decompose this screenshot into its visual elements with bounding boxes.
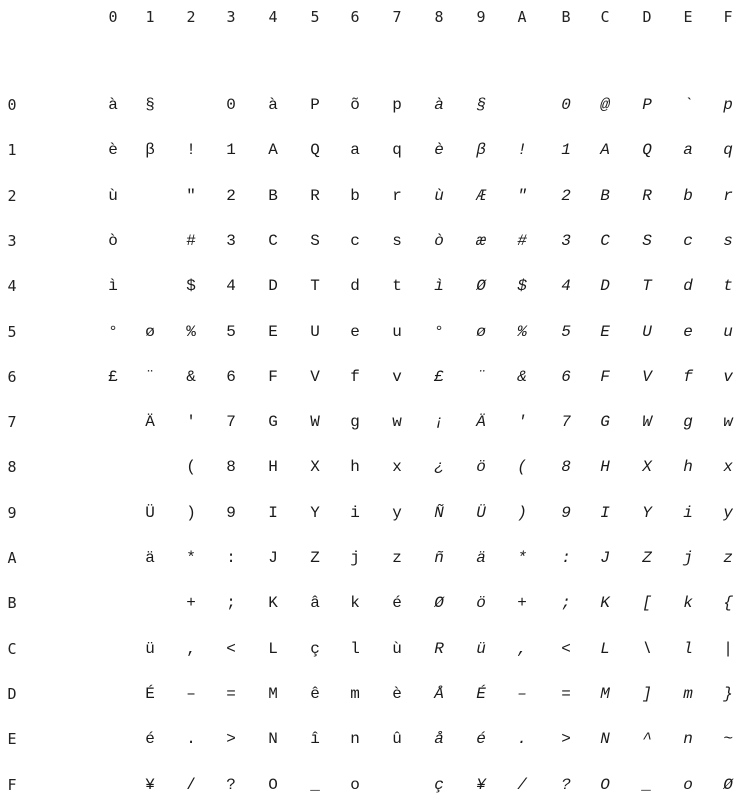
glyph-cell: g	[350, 413, 360, 432]
glyph-cell: s	[723, 231, 733, 250]
glyph-cell: O	[600, 775, 610, 794]
glyph-cell: W	[310, 413, 320, 432]
glyph-cell: f	[683, 367, 693, 386]
glyph-cell: ò	[108, 231, 118, 250]
column-header: E	[683, 8, 693, 26]
glyph-cell: Ü	[145, 503, 155, 522]
glyph-cell: §	[145, 96, 155, 114]
glyph-cell: V	[642, 367, 652, 386]
row-header: B	[7, 594, 17, 613]
glyph-cell	[130, 588, 170, 618]
glyph-cell: 1	[226, 141, 236, 160]
glyph-cell: d	[350, 277, 360, 296]
column-header: 6	[350, 8, 360, 26]
glyph-cell: 4	[561, 277, 571, 296]
glyph-cell: Q	[310, 141, 320, 160]
glyph-cell: C	[600, 231, 610, 250]
glyph-cell: β	[145, 141, 155, 160]
glyph-cell: v	[392, 367, 402, 386]
glyph-cell: <	[226, 639, 236, 658]
glyph-cell: õ	[350, 96, 360, 114]
column-header: 5	[310, 8, 320, 26]
glyph-cell: É	[145, 684, 155, 703]
glyph-cell: F	[600, 367, 610, 386]
glyph-cell	[377, 770, 417, 800]
glyph-cell: î	[310, 730, 320, 749]
column-header: 8	[434, 8, 444, 26]
glyph-cell: w	[723, 413, 733, 432]
glyph-cell: ,	[186, 639, 196, 658]
glyph-cell	[130, 226, 170, 256]
glyph-cell: W	[642, 413, 652, 432]
glyph-cell: ;	[561, 594, 571, 613]
glyph-cell: T	[642, 277, 652, 296]
glyph-cell: 2	[561, 186, 571, 205]
glyph-cell: e	[350, 322, 360, 341]
glyph-cell	[130, 452, 170, 482]
glyph-cell: J	[268, 549, 278, 567]
glyph-cell	[502, 90, 542, 120]
row-header: 4	[7, 277, 17, 296]
glyph-cell: M	[600, 684, 610, 703]
glyph-cell: a	[683, 141, 693, 160]
glyph-cell: 0	[561, 96, 571, 114]
glyph-cell: ö	[476, 458, 486, 477]
row-header: 3	[7, 231, 17, 250]
glyph-cell: _	[310, 775, 320, 794]
glyph-cell: æ	[476, 231, 486, 250]
row-header: A	[7, 549, 17, 567]
glyph-cell: d	[683, 277, 693, 296]
glyph-cell: L	[268, 639, 278, 658]
glyph-cell: k	[683, 594, 693, 613]
glyph-cell: u	[723, 322, 733, 341]
glyph-cell: )	[517, 503, 527, 522]
glyph-cell: R	[642, 186, 652, 205]
glyph-cell: R	[434, 639, 444, 658]
glyph-cell: L	[600, 639, 610, 658]
glyph-cell: ä	[476, 549, 486, 567]
glyph-cell: =	[561, 684, 571, 703]
glyph-cell: p	[392, 96, 402, 114]
glyph-cell: °	[434, 322, 444, 341]
glyph-cell: é	[392, 594, 402, 613]
glyph-cell: ç	[434, 775, 444, 794]
glyph-cell: –	[186, 684, 196, 703]
glyph-cell: z	[392, 549, 402, 567]
glyph-cell: Ä	[145, 413, 155, 432]
glyph-cell: û	[392, 730, 402, 749]
glyph-cell: >	[561, 730, 571, 749]
glyph-cell: '	[517, 413, 527, 432]
glyph-cell: =	[226, 684, 236, 703]
glyph-cell: D	[268, 277, 278, 296]
glyph-cell	[171, 90, 211, 120]
glyph-cell: è	[392, 684, 402, 703]
row-header: 0	[7, 96, 17, 114]
row-header: 7	[7, 413, 17, 432]
glyph-cell: 2	[226, 186, 236, 205]
glyph-cell: h	[683, 458, 693, 477]
glyph-cell: y	[392, 503, 402, 522]
glyph-cell: ,	[517, 639, 527, 658]
column-header: 0	[108, 8, 118, 26]
glyph-cell: ø	[476, 322, 486, 341]
glyph-cell: â	[310, 594, 320, 613]
glyph-cell: P	[310, 96, 320, 114]
glyph-cell: m	[350, 684, 360, 703]
glyph-cell: 7	[226, 413, 236, 432]
glyph-cell: '	[186, 413, 196, 432]
glyph-cell: x	[723, 458, 733, 477]
glyph-cell: Ø	[723, 775, 733, 794]
glyph-cell: £	[434, 367, 444, 386]
glyph-cell: X	[310, 458, 320, 477]
glyph-cell: Æ	[476, 186, 486, 205]
glyph-cell: 5	[226, 322, 236, 341]
glyph-cell: e	[683, 322, 693, 341]
glyph-cell: `	[683, 96, 693, 114]
glyph-cell: Y	[642, 503, 652, 522]
glyph-cell	[93, 679, 133, 709]
row-header: 6	[7, 367, 17, 386]
glyph-cell: ñ	[434, 549, 444, 567]
glyph-cell: Ä	[476, 413, 486, 432]
glyph-cell: S	[642, 231, 652, 250]
glyph-cell: (	[517, 458, 527, 477]
glyph-cell: b	[683, 186, 693, 205]
glyph-cell: "	[186, 186, 196, 205]
glyph-cell: y	[723, 503, 733, 522]
glyph-cell: B	[268, 186, 278, 205]
glyph-cell: 9	[226, 503, 236, 522]
glyph-cell: ¿	[434, 458, 444, 477]
glyph-cell	[93, 588, 133, 618]
glyph-cell: [	[642, 594, 652, 613]
glyph-cell: P	[642, 96, 652, 114]
glyph-cell	[93, 498, 133, 528]
glyph-cell: J	[600, 549, 610, 567]
glyph-cell: v	[723, 367, 733, 386]
glyph-cell: Ø	[476, 277, 486, 296]
glyph-cell: #	[186, 231, 196, 250]
glyph-cell: c	[683, 231, 693, 250]
glyph-cell: }	[723, 684, 733, 703]
column-header: 3	[226, 8, 236, 26]
glyph-cell: ]	[642, 684, 652, 703]
glyph-cell: ¨	[145, 367, 155, 386]
glyph-cell	[93, 634, 133, 664]
glyph-cell: K	[600, 594, 610, 613]
glyph-cell: Z	[310, 549, 320, 567]
glyph-cell	[93, 407, 133, 437]
glyph-cell: %	[186, 322, 196, 341]
glyph-cell: A	[268, 141, 278, 160]
glyph-cell: S	[310, 231, 320, 250]
glyph-cell	[93, 543, 133, 573]
glyph-cell: ì	[434, 277, 444, 296]
glyph-cell: ê	[310, 684, 320, 703]
glyph-cell	[130, 271, 170, 301]
glyph-cell: o	[683, 775, 693, 794]
column-header: 7	[392, 8, 402, 26]
glyph-cell: å	[434, 730, 444, 749]
glyph-cell: I	[600, 503, 610, 522]
glyph-cell: +	[517, 594, 527, 613]
glyph-cell: E	[268, 322, 278, 341]
glyph-cell: c	[350, 231, 360, 250]
glyph-cell: <	[561, 639, 571, 658]
glyph-cell: s	[392, 231, 402, 250]
glyph-cell: I	[268, 503, 278, 522]
glyph-cell: {	[723, 594, 733, 613]
glyph-cell: .	[517, 730, 527, 749]
glyph-cell: 3	[226, 231, 236, 250]
glyph-cell	[93, 452, 133, 482]
row-header: F	[7, 775, 17, 794]
glyph-cell: $	[517, 277, 527, 296]
glyph-cell: m	[683, 684, 693, 703]
glyph-cell: R	[310, 186, 320, 205]
glyph-cell: V	[310, 367, 320, 386]
glyph-cell: ü	[476, 639, 486, 658]
glyph-cell: M	[268, 684, 278, 703]
glyph-cell: 7	[561, 413, 571, 432]
glyph-cell: ¨	[476, 367, 486, 386]
column-header: 1	[145, 8, 155, 26]
glyph-cell: ì	[108, 277, 118, 296]
row-header: D	[7, 684, 17, 703]
glyph-cell: !	[517, 141, 527, 160]
glyph-cell: j	[683, 549, 693, 567]
glyph-cell: $	[186, 277, 196, 296]
glyph-cell: ù	[108, 186, 118, 205]
glyph-cell: ü	[145, 639, 155, 658]
glyph-cell: n	[683, 730, 693, 749]
glyph-cell: ç	[310, 639, 320, 658]
glyph-cell: O	[268, 775, 278, 794]
glyph-cell: U	[310, 322, 320, 341]
glyph-cell: /	[517, 775, 527, 794]
glyph-cell: Ü	[476, 503, 486, 522]
glyph-cell: :	[226, 549, 236, 567]
glyph-cell: @	[600, 96, 610, 114]
column-header: B	[561, 8, 571, 26]
glyph-cell: D	[600, 277, 610, 296]
glyph-cell: .	[186, 730, 196, 749]
glyph-cell: 5	[561, 322, 571, 341]
glyph-cell: b	[350, 186, 360, 205]
glyph-cell: ¡	[434, 413, 444, 432]
glyph-cell: q	[392, 141, 402, 160]
glyph-cell: Y	[310, 503, 320, 522]
glyph-cell: w	[392, 413, 402, 432]
glyph-cell: Z	[642, 549, 652, 567]
glyph-cell: ~	[723, 730, 733, 749]
glyph-cell: G	[600, 413, 610, 432]
glyph-cell: à	[108, 96, 118, 114]
glyph-cell: >	[226, 730, 236, 749]
glyph-cell: ;	[226, 594, 236, 613]
glyph-cell: !	[186, 141, 196, 160]
column-header: 9	[476, 8, 486, 26]
glyph-cell: ö	[476, 594, 486, 613]
glyph-cell: Ø	[434, 594, 444, 613]
glyph-cell: Ñ	[434, 503, 444, 522]
glyph-cell: %	[517, 322, 527, 341]
glyph-cell: ò	[434, 231, 444, 250]
glyph-cell: K	[268, 594, 278, 613]
glyph-cell: é	[145, 730, 155, 749]
column-header: D	[642, 8, 652, 26]
glyph-cell: ¥	[476, 775, 486, 794]
glyph-cell: l	[683, 639, 693, 658]
glyph-cell: T	[310, 277, 320, 296]
glyph-cell: H	[600, 458, 610, 477]
glyph-cell: 6	[226, 367, 236, 386]
glyph-cell: 8	[226, 458, 236, 477]
glyph-cell: *	[186, 549, 196, 567]
glyph-cell: o	[350, 775, 360, 794]
glyph-cell: 1	[561, 141, 571, 160]
glyph-cell: B	[600, 186, 610, 205]
glyph-cell: –	[517, 684, 527, 703]
glyph-cell: |	[723, 639, 733, 658]
glyph-cell: è	[434, 141, 444, 160]
glyph-cell: x	[392, 458, 402, 477]
glyph-cell: U	[642, 322, 652, 341]
glyph-cell: ^	[642, 730, 652, 749]
glyph-cell: &	[186, 367, 196, 386]
glyph-cell: z	[723, 549, 733, 567]
glyph-cell: F	[268, 367, 278, 386]
glyph-cell: (	[186, 458, 196, 477]
glyph-cell: ?	[226, 775, 236, 794]
row-header: 8	[7, 458, 17, 477]
glyph-cell: \	[642, 639, 652, 658]
glyph-cell: 4	[226, 277, 236, 296]
row-header: 5	[7, 322, 17, 341]
glyph-cell: _	[642, 775, 652, 794]
glyph-cell: t	[392, 277, 402, 296]
glyph-cell: k	[350, 594, 360, 613]
glyph-cell: )	[186, 503, 196, 522]
glyph-cell: r	[723, 186, 733, 205]
glyph-cell: h	[350, 458, 360, 477]
glyph-cell: l	[350, 639, 360, 658]
glyph-cell: n	[350, 730, 360, 749]
glyph-cell: G	[268, 413, 278, 432]
glyph-cell: /	[186, 775, 196, 794]
glyph-cell: ø	[145, 322, 155, 341]
column-header: 2	[186, 8, 196, 26]
glyph-cell: +	[186, 594, 196, 613]
glyph-cell: X	[642, 458, 652, 477]
glyph-cell: g	[683, 413, 693, 432]
glyph-cell: H	[268, 458, 278, 477]
glyph-cell	[93, 770, 133, 800]
glyph-cell: β	[476, 141, 486, 160]
glyph-cell: E	[600, 322, 610, 341]
glyph-cell: °	[108, 322, 118, 341]
glyph-cell: a	[350, 141, 360, 160]
column-header: F	[723, 8, 733, 26]
glyph-cell: ¥	[145, 775, 155, 794]
glyph-cell: §	[476, 96, 486, 114]
glyph-cell: &	[517, 367, 527, 386]
glyph-cell: é	[476, 730, 486, 749]
row-header: E	[7, 730, 17, 749]
glyph-cell	[130, 181, 170, 211]
glyph-cell: à	[434, 96, 444, 114]
glyph-cell	[93, 724, 133, 754]
glyph-cell: è	[108, 141, 118, 160]
glyph-cell: Å	[434, 684, 444, 703]
glyph-cell: u	[392, 322, 402, 341]
row-header: C	[7, 639, 17, 658]
glyph-cell: 9	[561, 503, 571, 522]
glyph-cell: 3	[561, 231, 571, 250]
glyph-cell: p	[723, 96, 733, 114]
glyph-cell: ù	[392, 639, 402, 658]
glyph-cell: i	[350, 503, 360, 522]
row-header: 9	[7, 503, 17, 522]
glyph-cell: à	[268, 96, 278, 114]
glyph-cell: 6	[561, 367, 571, 386]
row-header: 2	[7, 186, 17, 205]
glyph-cell: A	[600, 141, 610, 160]
glyph-cell: N	[268, 730, 278, 749]
glyph-cell: 0	[226, 96, 236, 114]
glyph-cell: f	[350, 367, 360, 386]
glyph-cell: j	[350, 549, 360, 567]
glyph-cell: "	[517, 186, 527, 205]
column-header: 4	[268, 8, 278, 26]
glyph-cell: t	[723, 277, 733, 296]
glyph-cell: N	[600, 730, 610, 749]
glyph-cell: £	[108, 367, 118, 386]
column-header: C	[600, 8, 610, 26]
glyph-cell: ù	[434, 186, 444, 205]
glyph-cell: r	[392, 186, 402, 205]
row-header: 1	[7, 141, 17, 160]
glyph-cell: i	[683, 503, 693, 522]
glyph-cell: #	[517, 231, 527, 250]
glyph-cell: q	[723, 141, 733, 160]
glyph-cell: Q	[642, 141, 652, 160]
glyph-cell: ä	[145, 549, 155, 567]
glyph-cell: 8	[561, 458, 571, 477]
glyph-cell: É	[476, 684, 486, 703]
glyph-cell: ?	[561, 775, 571, 794]
glyph-cell: C	[268, 231, 278, 250]
glyph-cell: :	[561, 549, 571, 567]
glyph-cell: *	[517, 549, 527, 567]
column-header: A	[517, 8, 527, 26]
